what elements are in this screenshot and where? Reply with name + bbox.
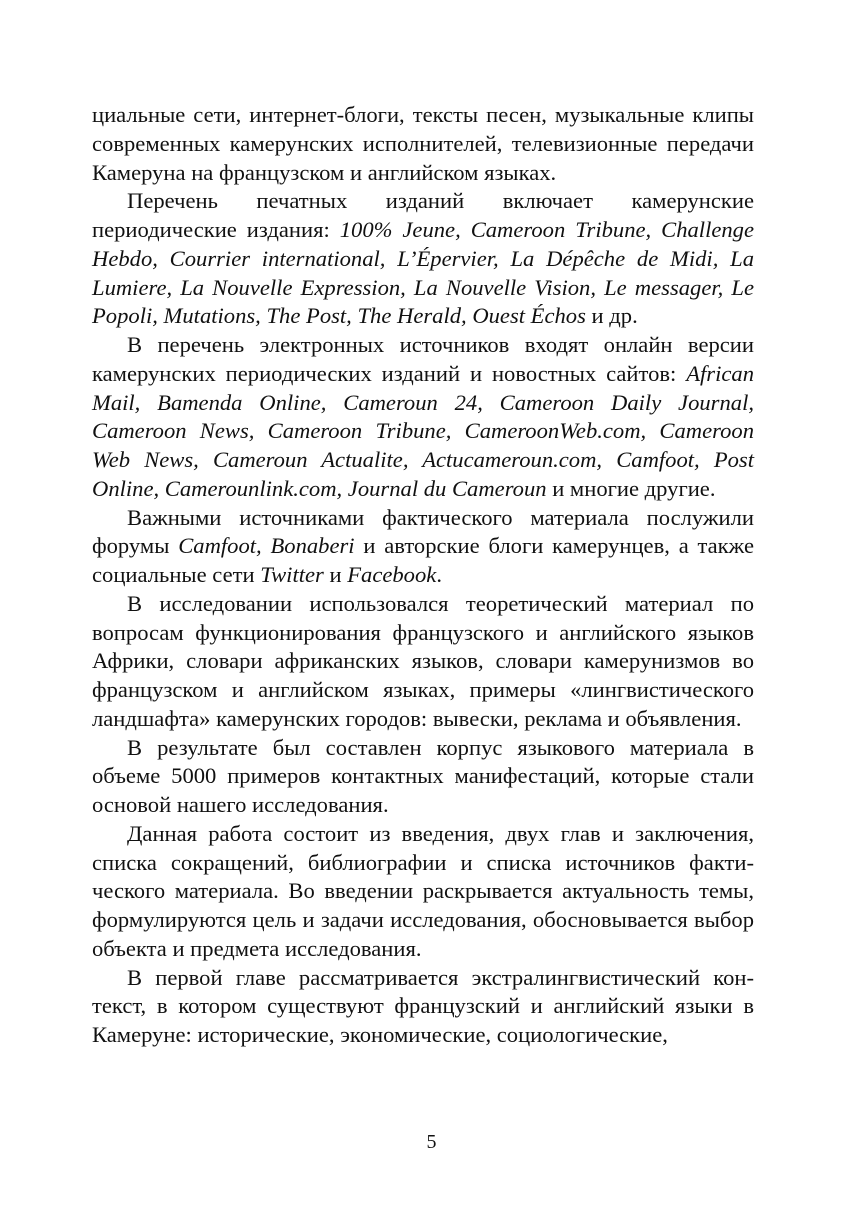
paragraph [92,590,754,734]
text-run: В исследовании использовался теоретический материал по вопросам функционирования французского и английского языков Африки, словари африканских языков, словари камерунизмов во французском и английском языках, примеры «лингвистического ландшафта» камерунских городов: вывески, реклама и объявления. [92,590,754,731]
paragraph [92,964,754,1050]
italic-text-run: Camfoot, Bonaberi [178,533,355,559]
text-run: и многие другие. [546,475,716,501]
paragraph [92,187,754,331]
paragraph [92,820,754,964]
paragraph [92,331,754,504]
text-run: и др. [585,303,638,329]
page-number: 5 [426,1131,437,1153]
italic-text-run: 100% Jeune, Cameroon Tribune, Challenge Hebdo, Courrier international, L’Épervier, La Dépêche de Midi, La Lumiere, La Nouvelle Expression, La Nouvelle Vision, Le messager, Le Popoli, Mutations, The Post, The Herald, Ouest Échos [92,217,754,329]
paragraph [92,734,754,820]
italic-text-run: Facebook [347,562,437,587]
text-run: В перечень электронных источников входят онлайн версии камерунских периодических изданий и новостных сайтов: [92,332,754,386]
text-run: циальные сети, интернет-блоги, тексты песен, музыкальные клипы современных камерунских исполнителей, телевизионные передачи Камеруна на французском и английском языках. [92,102,754,185]
italic-text-run: Twitter [260,562,324,587]
text-run: Данная работа состоит из введения, двух глав и заключения, списка сокращений, библиографии и списка источников фактического материала. Во введении раскрывается актуальность темы, формулируются цель и задачи исследования, обосновывается выбор объекта и предмета исследования. [92,820,754,961]
text-run: В результате был составлен корпус языкового материала в объеме 5000 примеров контактных манифестаций, которые стали основой нашего исследования. [92,734,754,817]
text-run: Важными источниками фактического материала послужили форумы [92,504,754,559]
text-run: В первой главе рассматривается экстралингвистический контекст, в котором существуют французский и английский языки в Камеруне: исторические, экономические, социологические, [92,964,754,1047]
text-run: и авторские блоги камерунцев, а также социальные сети [92,533,755,587]
text-run: и [323,562,348,587]
text-run: . [436,562,442,587]
page-body [92,101,754,1050]
paragraph [92,101,754,187]
text-run: Перечень печатных изданий включает камерунские периодические издания: [92,188,754,242]
italic-text-run: African Mail, Bamenda Online, Cameroun 24, Cameroon Daily Journal, Cameroon News, Cameroon Tribune, CameroonWeb.com, Cameroon Web News, Cameroun Actualite, Actucameroun.com, Camfoot, Post Online, Camerounlink.com, Journal du Cameroun [92,360,754,501]
paragraph [92,504,754,590]
